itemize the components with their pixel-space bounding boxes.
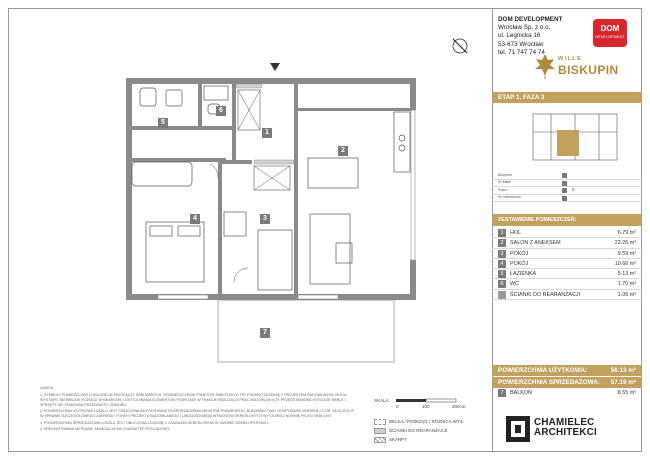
room-row: 5 ŁAZIENKA 5.13 m² (492, 269, 642, 279)
note-3: 3. POWIERZCHNIA SPRZEDAŻOWA LOKALU JEST OBLICZONA ZGODNIE Z ZASADAMI OKREŚLONYMI W UMOWIE DEWELOPERSKIEJ. (40, 420, 270, 425)
info-row-klatka: Nr klatki (492, 180, 642, 188)
rooms-title: ZESTAWIENIE POMIESZCZEŃ: (492, 214, 642, 226)
scale-t1: 100 (422, 404, 430, 409)
brand-name: BISKUPIN (558, 63, 619, 77)
brand-logo (492, 46, 642, 90)
room-row: 1 HOL 6.79 m² (492, 228, 642, 238)
architect-logo-icon (506, 416, 530, 442)
legend (374, 418, 464, 445)
leaf-icon (534, 52, 556, 80)
company-line2: Wrocław Sp. z o.o. (498, 24, 551, 32)
room-row: 3 POKÓJ 9.59 m² (492, 249, 642, 259)
info-row-mieszkanie: Nr mieszkania (492, 195, 642, 203)
info-row-pietro: Piętro 2 (492, 187, 642, 195)
legend-item: BELKA / PODCIĄG / RÓŻNICA WYS. (374, 418, 464, 427)
floor-plan (8, 8, 492, 386)
info-row-budynek: Budynek (492, 172, 642, 180)
room-label-4: 4 (193, 215, 197, 222)
scale-bar (374, 398, 466, 409)
dom-logo-subtext: DEVELOPMENT (595, 35, 625, 39)
room-label-1: 1 (265, 129, 269, 136)
key-plan (527, 108, 623, 166)
legend-item: ŚCIANKI DO REARANŻACJI (374, 427, 464, 436)
room-row: 4 POKÓJ 10.66 m² (492, 259, 642, 269)
company-phone: tel. 71 747 74 74 (498, 48, 545, 56)
company-street: ul. Legnicka 16 (498, 32, 541, 40)
balkon-row: 7 BALKON 8.55 m² (492, 388, 642, 398)
room-row: 2 SALON Z ANEKSEM 22.26 m² (492, 238, 642, 248)
architect-name: CHAMIELEC ARCHITEKCI (534, 417, 597, 438)
rooms-list (492, 228, 642, 300)
north-arrow-icon (453, 39, 467, 53)
room-label-7: 7 (263, 329, 267, 336)
room-label-3: 3 (263, 215, 267, 222)
summary-uzytkowa: POWIERZCHNIA UŻYTKOWA: 56.13 m² (492, 365, 642, 376)
scale-label: SKALA: (374, 398, 390, 403)
room-label-6: 6 (219, 107, 223, 114)
legend-item: SKARPY (374, 436, 464, 445)
summary-sprzedazowa: POWIERZCHNIA SPRZEDAŻOWA: 57.19 m² (492, 377, 642, 388)
note-2: 2. POWIERZCHNIA UŻYTKOWA LOKALU JEST OBLICZONA NA PODSTAWIE ROZPORZĄDZENIA MINISTRA TRANSPORTU, BUDOWNICTWA I GOSPODARKI MORSKIEJ Z DN. 25.04.2012 R. W SPRAWIE SZCZEGÓŁOWEGO ZAKRESU I FORMY PROJEKTU BUDOWLANEGO I UWZGLĘDNIENIA WYMOGÓW OKREŚLONYCH W POLSKIEJ NORMIE PN-ISO 9836:1997. (40, 409, 355, 418)
company-name: DOM DEVELOPMENT (498, 16, 563, 23)
scale-t0: 0 (396, 404, 399, 409)
room-row: 6 WC 1.70 m² (492, 279, 642, 289)
scale-t2: 200cm (452, 404, 466, 409)
entrance-arrow-icon (270, 63, 280, 71)
room-row: ŚCIANKI DO REARANŻACJI 1.06 m² (492, 290, 642, 300)
info-table (492, 172, 642, 202)
etap-bar: ETAP 1, FAZA 3 (492, 92, 642, 103)
note-1: 1. SYMBOLY POMIESZCZEŃ LOKALIZACJA PRZYŁĄCZY SANITARNYCH, ROZMIESZCZENIE PUNKTÓW ŚWIETLNYCH ITP. PODANO ZGODNIE Z PROJEKTEM BUDOWLANYM. MOGĄ WYSTĄPIĆ NIEWIELKIE RÓŻNICE WYMIAROWE I USYTUOWANIA ELEMENTÓW POWSTAŁE W TRAKCIE REALIZACJI PRAC BUDOWLANYCH. PRZEDSTAWIONE W RZUCIE MEBLE I SPRZĘTY NIE STANOWIĄ PRZEDMIOTU ODBIORU. (40, 392, 347, 407)
notes-heading: UWAGA: (40, 386, 55, 390)
company-city: 53-673 Wrocław (498, 40, 544, 48)
dom-logo-text: DOM (600, 24, 620, 33)
notes (40, 386, 356, 434)
brand-wille: WILLE (558, 56, 583, 62)
room-label-5: 5 (161, 119, 165, 126)
room-label-2: 2 (341, 147, 345, 154)
dom-logo (593, 19, 627, 47)
note-4: 4. PREZENTOWANA NA PLANIE ARANŻACJA MA CHARAKTER POGLĄDOWY. (40, 427, 170, 431)
